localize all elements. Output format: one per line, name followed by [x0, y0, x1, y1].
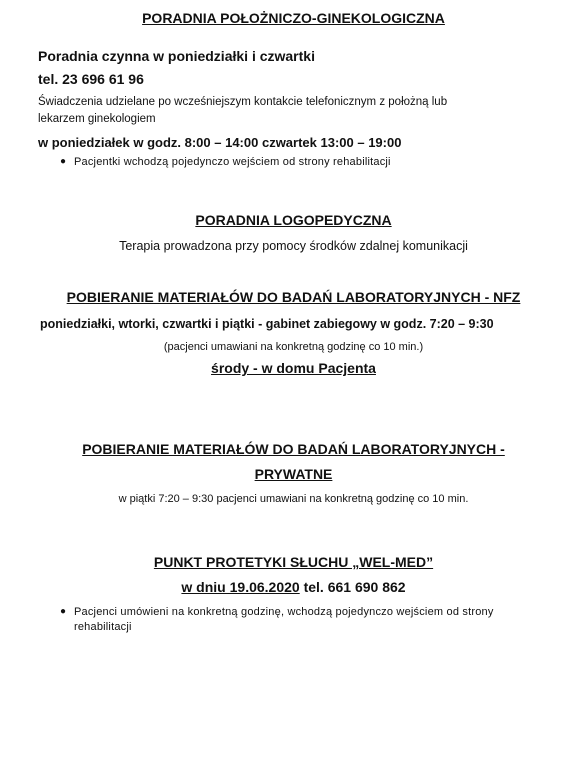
speech-therapy-text: Terapia prowadzona przy pomocy środków zdalnej komunikacji: [119, 239, 468, 253]
bullet-icon: ●: [60, 606, 67, 617]
gynecology-bullet-item: [60, 155, 391, 170]
bullet-icon: ●: [60, 156, 67, 167]
gynecology-phone: tel. 23 696 61 96: [38, 71, 144, 87]
gynecology-days: Poradnia czynna w poniedziałki i czwartki: [38, 48, 315, 64]
gynecology-info-line-2: lekarzem ginekologiem: [38, 113, 156, 125]
hearing-bullet-line-1: Pacjenci umówieni na konkretną godzinę, wchodzą pojedynczo wejściem od strony: [74, 606, 494, 618]
hearing-bullet-line-2: rehabilitacji: [74, 621, 132, 633]
gynecology-bullet-text: Pacjentki wchodzą pojedynczo wejściem od strony rehabilitacji: [74, 156, 391, 168]
hearing-date-phone: [0, 579, 587, 595]
hearing-date: w dniu 19.06.2020: [181, 579, 300, 595]
hearing-phone: tel. 661 690 862: [299, 579, 406, 595]
lab-private-text: w piątki 7:20 – 9:30 pacjenci umawiani na konkretną godzinę co 10 min.: [118, 493, 469, 505]
gynecology-info-line-1: Świadczenia udzielane po wcześniejszym kontakcie telefonicznym z położną lub: [38, 96, 448, 108]
section-title-lab-private-line-1: POBIERANIE MATERIAŁÓW DO BADAŃ LABORATORYJNYCH -: [82, 441, 505, 457]
section-title-gynecology: PORADNIA POŁOŻNICZO-GINEKOLOGICZNA: [142, 10, 445, 26]
section-title-hearing: PUNKT PROTETYKI SŁUCHU „WEL-MED”: [153, 554, 434, 570]
section-title-speech-therapy: PORADNIA LOGOPEDYCZNA: [195, 212, 392, 228]
hearing-bullet-item: [60, 605, 494, 635]
lab-nfz-wednesday: środy - w domu Pacjenta: [211, 360, 376, 376]
lab-nfz-note: (pacjenci umawiani na konkretną godzinę co 10 min.): [163, 341, 424, 353]
section-title-lab-private-line-2: PRYWATNE: [254, 466, 333, 482]
lab-nfz-days: poniedziałki, wtorki, czwartki i piątki - gabinet zabiegowy w godz. 7:20 – 9:30: [40, 317, 494, 331]
gynecology-hours: w poniedziałek w godz. 8:00 – 14:00 czwartek 13:00 – 19:00: [38, 135, 402, 150]
hearing-bullet-text: [74, 605, 494, 635]
section-title-lab-nfz: POBIERANIE MATERIAŁÓW DO BADAŃ LABORATORYJNYCH - NFZ: [66, 289, 521, 305]
